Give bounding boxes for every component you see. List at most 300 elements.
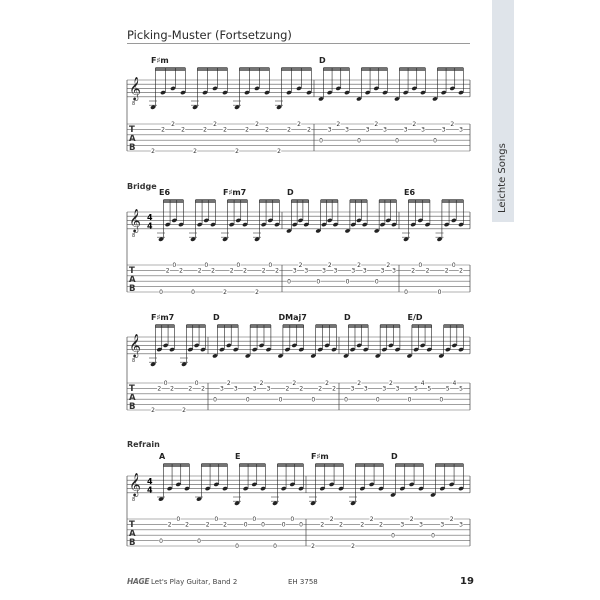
note-head: [160, 90, 166, 95]
note-head: [170, 86, 176, 91]
tab-fret-number: 2: [181, 126, 185, 134]
tab-fret-number: 2: [336, 121, 341, 129]
tab-fret-number: 0: [395, 137, 399, 145]
tab-fret-number: 2: [298, 262, 303, 270]
tab-fret-number: 3: [362, 267, 367, 275]
note-head: [190, 237, 196, 242]
note-head: [363, 347, 369, 352]
tab-fret-number: 2: [299, 385, 304, 393]
tab-fret-number: 3: [266, 385, 271, 393]
chord-symbol: E/D: [407, 313, 423, 322]
tab-clef-letter: T: [129, 384, 135, 394]
note-head: [388, 343, 394, 348]
tab-fret-number: 0: [235, 543, 239, 551]
note-head: [338, 486, 344, 491]
tab-fret-number: 3: [383, 126, 387, 134]
tab-fret-number: 3: [400, 521, 405, 529]
note-head: [310, 501, 316, 506]
note-head: [243, 486, 249, 491]
note-head: [298, 218, 304, 223]
tab-fret-number: 2: [261, 267, 266, 275]
note-head: [272, 501, 278, 506]
note-head: [150, 105, 156, 110]
tab-fret-number: 3: [459, 521, 463, 529]
tab-fret-number: 0: [191, 289, 195, 297]
note-head: [439, 486, 445, 491]
section-label-bridge: Bridge: [127, 182, 157, 191]
note-head: [403, 90, 409, 95]
note-head: [345, 228, 351, 233]
note-head: [356, 218, 362, 223]
tab-fret-number: 3: [419, 521, 423, 529]
note-head: [441, 90, 447, 95]
note-head: [385, 218, 391, 223]
tab-fret-number: 2: [287, 126, 291, 134]
tab-fret-number: 0: [404, 289, 408, 297]
tab-fret-number: 2: [243, 267, 247, 275]
note-head: [212, 353, 218, 358]
note-head: [418, 486, 424, 491]
note-head: [438, 353, 444, 358]
note-head: [362, 222, 368, 227]
note-head: [222, 486, 228, 491]
tab-fret-number: 3: [350, 385, 355, 393]
note-head: [449, 86, 455, 91]
tab-fret-number: 3: [392, 267, 396, 275]
tab-fret-number: 2: [223, 126, 227, 134]
note-head: [291, 343, 297, 348]
tab-fret-number: 2: [357, 380, 362, 388]
tab-fret-number: 2: [157, 385, 162, 393]
note-head: [319, 486, 325, 491]
chord-symbol: D: [391, 452, 398, 461]
tab-fret-number: 0: [204, 262, 209, 270]
tab-fret-number: 2: [411, 267, 416, 275]
tab-fret-number: 0: [418, 262, 423, 270]
chapter-tab-label: Leichte Songs: [497, 143, 508, 213]
note-head: [333, 222, 339, 227]
tab-fret-number: 2: [197, 267, 202, 275]
tab-fret-number: 2: [165, 267, 170, 275]
note-head: [242, 222, 248, 227]
tab-fret-number: 2: [245, 126, 249, 134]
tab-fret-number: 2: [185, 521, 189, 529]
note-head: [327, 90, 333, 95]
tab-fret-number: 2: [360, 521, 365, 529]
tab-fret-number: 2: [203, 126, 207, 134]
tab-clef-letter: T: [129, 520, 135, 530]
tab-fret-number: 0: [243, 521, 248, 529]
note-head: [444, 222, 450, 227]
tab-fret-number: 2: [351, 543, 355, 551]
note-head: [315, 228, 321, 233]
note-head: [394, 96, 400, 101]
note-head: [420, 343, 426, 348]
tab-fret-number: 0: [278, 396, 283, 404]
time-signature-denominator: 4: [147, 485, 153, 495]
tab-fret-number: 3: [380, 267, 385, 275]
tab-fret-number: 2: [229, 267, 234, 275]
tab-fret-number: 0: [311, 396, 316, 404]
note-head: [321, 222, 327, 227]
tab-fret-number: 2: [379, 521, 383, 529]
note-head: [233, 347, 239, 352]
tab-fret-number: 2: [205, 521, 210, 529]
tab-fret-number: 2: [213, 121, 217, 129]
tab-fret-number: 2: [223, 521, 227, 529]
note-head: [244, 90, 250, 95]
note-head: [212, 86, 218, 91]
tab-fret-number: 2: [389, 380, 393, 388]
tab-clef-letter: A: [129, 529, 136, 539]
note-head: [426, 347, 432, 352]
tab-fret-number: 3: [403, 126, 408, 134]
note-head: [252, 347, 258, 352]
note-head: [180, 90, 186, 95]
note-head: [222, 90, 228, 95]
note-head: [437, 237, 443, 242]
tab-fret-number: 3: [440, 521, 445, 529]
note-head: [331, 347, 337, 352]
note-head: [296, 86, 302, 91]
time-signature-numerator: 4: [147, 477, 153, 486]
note-head: [382, 90, 388, 95]
note-head: [205, 486, 211, 491]
note-head: [298, 347, 304, 352]
time-signature-numerator: 4: [147, 213, 153, 222]
note-head: [254, 86, 260, 91]
tab-fret-number: 0: [344, 396, 348, 404]
tab-fret-number: 3: [333, 267, 338, 275]
tab-fret-number: 2: [223, 289, 227, 297]
note-head: [335, 86, 341, 91]
tab-fret-number: 0: [159, 289, 163, 297]
tab-clef-letter: A: [129, 275, 136, 285]
note-head: [432, 96, 438, 101]
chord-symbol: D: [213, 313, 220, 322]
note-head: [234, 501, 240, 506]
note-head: [350, 347, 356, 352]
note-head: [181, 362, 187, 367]
tab-fret-number: 2: [369, 516, 374, 524]
tab-fret-number: 2: [265, 126, 269, 134]
note-head: [411, 86, 417, 91]
note-head: [158, 237, 164, 242]
note-head: [409, 482, 415, 487]
tab-fret-number: 0: [273, 543, 277, 551]
note-head: [187, 347, 193, 352]
chord-symbol: D: [319, 56, 326, 65]
tab-fret-number: 0: [159, 537, 163, 545]
tab-fret-number: 0: [268, 262, 273, 270]
tab-fret-number: 3: [322, 267, 326, 275]
tab-fret-number: 0: [214, 516, 219, 524]
note-head: [391, 222, 397, 227]
tab-fret-number: 3: [220, 385, 224, 393]
chord-symbol: F♯m7: [223, 188, 247, 197]
treble-clef-icon: 𝄞: [129, 472, 141, 496]
tab-fret-number: 2: [297, 121, 301, 129]
tab-fret-number: 3: [233, 385, 238, 393]
note-head: [184, 486, 190, 491]
note-head: [163, 343, 169, 348]
tab-fret-number: 2: [235, 148, 239, 156]
tab-clef-letter: B: [129, 143, 136, 153]
note-head: [286, 90, 292, 95]
note-head: [260, 486, 266, 491]
tab-fret-number: 5: [445, 385, 450, 393]
note-head: [158, 497, 164, 502]
note-head: [284, 347, 290, 352]
note-head: [210, 222, 216, 227]
tab-fret-number: 3: [395, 385, 400, 393]
tab-fret-number: 0: [316, 278, 321, 286]
tab-fret-number: 2: [179, 267, 183, 275]
tab-fret-number: 2: [151, 407, 155, 415]
tab-fret-number: 2: [171, 121, 175, 129]
note-head: [150, 362, 156, 367]
tab-fret-number: 0: [197, 537, 201, 545]
note-head: [356, 96, 362, 101]
tab-fret-number: 0: [431, 532, 435, 540]
note-head: [222, 237, 228, 242]
treble-clef-icon: 𝄞: [129, 76, 141, 100]
tab-fret-number: 0: [287, 278, 291, 286]
tab-fret-number: 0: [375, 396, 380, 404]
tab-fret-number: 2: [357, 262, 361, 270]
note-head: [169, 347, 175, 352]
note-head: [445, 347, 451, 352]
chord-symbol: E: [235, 452, 241, 461]
note-head: [202, 90, 208, 95]
chord-symbol: F♯m7: [151, 313, 175, 322]
catalog-number: EH 3758: [288, 578, 318, 586]
tab-fret-number: 0: [194, 380, 199, 388]
note-head: [219, 347, 225, 352]
note-head: [235, 218, 241, 223]
tab-fret-number: 2: [318, 385, 323, 393]
tab-fret-number: 3: [382, 385, 387, 393]
tab-fret-number: 0: [439, 396, 444, 404]
tab-fret-number: 0: [437, 289, 442, 297]
tab-fret-number: 5: [427, 385, 432, 393]
tab-fret-number: 0: [374, 278, 379, 286]
tab-clef-letter: A: [129, 134, 136, 144]
tab-clef-letter: B: [129, 284, 136, 294]
page-number: 19: [460, 576, 474, 587]
chord-symbol: F♯m: [311, 452, 329, 461]
tab-fret-number: 2: [292, 380, 297, 388]
note-head: [403, 237, 409, 242]
note-head: [413, 347, 419, 352]
treble-clef-icon: 𝄞: [129, 208, 141, 232]
tab-fret-number: 2: [374, 121, 379, 129]
section-label-refrain: Refrain: [127, 440, 160, 449]
note-head: [369, 482, 375, 487]
tab-fret-number: 2: [409, 516, 414, 524]
octave-marker-icon: 8: [132, 358, 136, 364]
note-head: [259, 343, 265, 348]
note-head: [286, 228, 292, 233]
note-head: [229, 222, 235, 227]
tab-fret-number: 2: [161, 126, 165, 134]
tab-clef-letter: B: [129, 402, 136, 412]
note-head: [407, 353, 413, 358]
tab-fret-number: 3: [365, 126, 370, 134]
note-head: [324, 343, 330, 348]
note-head: [317, 347, 323, 352]
tab-fret-number: 0: [252, 516, 257, 524]
chord-symbol: DMaj7: [278, 313, 307, 322]
tab-fret-number: 2: [386, 262, 391, 270]
tab-fret-number: 2: [459, 267, 463, 275]
note-head: [458, 347, 464, 352]
note-head: [196, 497, 202, 502]
tab-clef-letter: A: [129, 393, 136, 403]
note-head: [350, 501, 356, 506]
tab-fret-number: 0: [236, 262, 241, 270]
note-head: [165, 222, 171, 227]
note-head: [171, 218, 177, 223]
note-head: [365, 90, 371, 95]
tab-fret-number: 2: [201, 385, 205, 393]
note-head: [327, 218, 333, 223]
note-head: [458, 222, 464, 227]
note-head: [306, 90, 312, 95]
tab-fret-number: 3: [292, 267, 297, 275]
note-head: [267, 218, 273, 223]
tab-fret-number: 2: [277, 148, 281, 156]
note-head: [381, 347, 387, 352]
note-head: [289, 482, 295, 487]
tab-fret-number: 0: [176, 516, 181, 524]
tab-fret-number: 2: [170, 385, 174, 393]
tab-fret-number: 0: [261, 521, 265, 529]
note-head: [156, 347, 162, 352]
note-head: [281, 486, 287, 491]
note-head: [261, 222, 267, 227]
note-head: [451, 343, 457, 348]
tab-fret-number: 3: [421, 126, 425, 134]
tab-fret-number: 2: [449, 516, 454, 524]
note-head: [395, 347, 401, 352]
tab-clef-letter: T: [129, 266, 135, 276]
tab-fret-number: 0: [281, 521, 286, 529]
note-head: [410, 222, 416, 227]
tab-fret-number: 3: [351, 267, 356, 275]
note-head: [344, 90, 350, 95]
chord-symbol: E6: [159, 188, 171, 197]
note-head: [194, 343, 200, 348]
tab-fret-number: 2: [329, 516, 334, 524]
note-head: [318, 96, 324, 101]
note-head: [378, 486, 384, 491]
note-head: [274, 222, 280, 227]
note-head: [264, 90, 270, 95]
tab-clef-letter: T: [129, 125, 135, 135]
tab-fret-number: 2: [444, 267, 449, 275]
chord-symbol: D: [287, 188, 294, 197]
note-head: [292, 222, 298, 227]
page-title: Picking-Muster (Fortsetzung): [127, 28, 292, 42]
tab-fret-number: 5: [414, 385, 418, 393]
tab-fret-number: 2: [255, 289, 259, 297]
tab-fret-number: 2: [167, 521, 172, 529]
tab-fret-number: 0: [345, 278, 350, 286]
tab-fret-number: 2: [332, 385, 336, 393]
tab-fret-number: 2: [307, 126, 311, 134]
note-head: [178, 222, 184, 227]
note-head: [278, 353, 284, 358]
tab-fret-number: 0: [357, 137, 361, 145]
note-head: [276, 105, 282, 110]
note-head: [213, 482, 219, 487]
note-head: [200, 347, 206, 352]
tab-fret-number: 2: [188, 385, 193, 393]
note-head: [399, 486, 405, 491]
tab-fret-number: 0: [172, 262, 177, 270]
tab-fret-number: 2: [226, 380, 231, 388]
note-head: [425, 222, 431, 227]
octave-marker-icon: 8: [132, 101, 136, 107]
note-head: [417, 218, 423, 223]
note-head: [350, 222, 356, 227]
tab-fret-number: 2: [327, 262, 332, 270]
note-head: [167, 486, 173, 491]
tab-fret-number: 0: [391, 532, 395, 540]
tab-fret-number: 2: [285, 385, 290, 393]
note-head: [298, 486, 304, 491]
tab-fret-number: 0: [299, 521, 303, 529]
note-head: [303, 222, 309, 227]
note-head: [203, 218, 209, 223]
book-title: Let's Play Guitar, Band 2: [151, 578, 238, 586]
tab-fret-number: 2: [193, 148, 197, 156]
note-head: [430, 492, 436, 497]
tab-fret-number: 2: [211, 267, 215, 275]
tab-fret-number: 2: [259, 380, 264, 388]
note-head: [458, 90, 464, 95]
tab-fret-number: 3: [441, 126, 446, 134]
note-head: [373, 86, 379, 91]
note-head: [451, 218, 457, 223]
tab-fret-number: 0: [245, 396, 250, 404]
tab-fret-number: 0: [407, 396, 412, 404]
tab-fret-number: 2: [275, 267, 279, 275]
tab-fret-number: 3: [327, 126, 332, 134]
publisher-logo: HAGE: [127, 577, 150, 586]
note-head: [329, 482, 335, 487]
tab-fret-number: 4: [452, 380, 457, 388]
tab-fret-number: 3: [345, 126, 349, 134]
note-head: [420, 90, 426, 95]
tab-fret-number: 2: [182, 407, 186, 415]
note-head: [175, 482, 181, 487]
note-head: [310, 353, 316, 358]
chord-symbol: A: [159, 452, 166, 461]
tab-fret-number: 4: [420, 380, 425, 388]
tab-fret-number: 3: [459, 126, 463, 134]
note-head: [234, 105, 240, 110]
note-head: [245, 353, 251, 358]
tab-fret-number: 2: [255, 121, 259, 129]
tab-fret-number: 0: [319, 137, 323, 145]
time-signature-denominator: 4: [147, 221, 153, 231]
tab-fret-number: 2: [311, 543, 315, 551]
tab-fret-number: 2: [339, 521, 343, 529]
chord-symbol: E6: [404, 188, 416, 197]
treble-clef-icon: 𝄞: [129, 333, 141, 357]
